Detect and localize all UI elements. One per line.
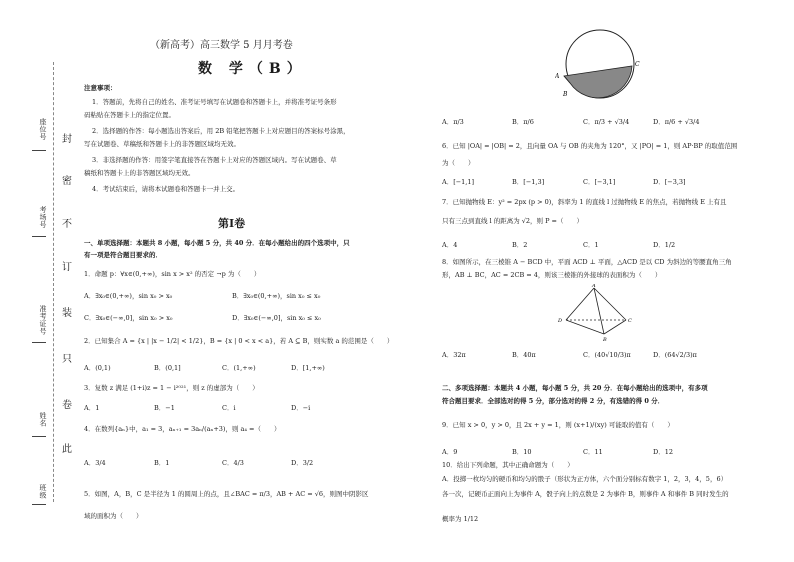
fig-label-a: A [555,73,560,80]
fig-label-a: A [592,284,596,289]
fig-label-c: C [635,61,640,68]
q10-stem: 10．给出下列命题，其中正确命题为（ ） [442,461,574,469]
binding-char: 只 [62,354,72,365]
notice-line: 码粘贴在答题卡上的指定位置。 [84,111,175,119]
q3-stem: 3．复数 z 满足 (1+i)z = 1 − i²⁰²¹，则 z 的虚部为（ ） [84,384,259,392]
name-blank[interactable] [32,436,46,437]
q10-option-a-line[interactable]: 各一次，记硬币正面向上为事件 A，骰子向上的点数是 2 为事件 B，则事件 A 和事件 B 同时发生的 [442,490,729,498]
admission-ticket-label: 准考证号 [39,305,47,335]
edge-ab [594,288,604,334]
q6-option-a[interactable]: A．[−1,1] [442,178,475,186]
q7-option-c[interactable]: C．1 [583,241,599,249]
edge-db [566,320,604,334]
seat-number-label: 座位号 [39,118,47,141]
notice-line: 1．答题前，先将自己的姓名、准考证号填写在试题卷和答题卡上，并将准考证号条形 [92,98,337,106]
q10-option-a-line[interactable]: 概率为 1/12 [442,515,479,523]
binding-char: 封 [62,134,72,145]
q1-option-c[interactable]: C．∃x₀∈(−∞,0]，sin x₀ > x₀ [84,314,173,322]
q1-option-b[interactable]: B．∃x₀∈(0,+∞)，sin x₀ ≤ x₀ [232,292,321,300]
q2-stem: 2．已知集合 A = {x | |x − 1/2| < 1/2}，B = {x | 0 < x < a}，若 A ⊆ B，则实数 a 的范围是（ ） [84,337,394,345]
q8-option-a[interactable]: A．32π [442,351,466,359]
q5-stem-line: 域的面积为（ ） [84,512,143,520]
q8-option-d[interactable]: D．(64√2/3)π [653,351,697,359]
q4-stem: 4．在数列{aₙ}中，a₁ = 3，aₙ₊₁ = 3aₙ/(aₙ+3)，则 a₄ =（ ） [84,425,281,433]
q10-option-a-line[interactable]: A．投掷一枚均匀的硬币和均匀的骰子（形状为正方体，六个面分别标有数字 1，2，3，4，5，6） [442,475,728,483]
q8-option-b[interactable]: B．40π [512,351,536,359]
q9-option-b[interactable]: B．10 [512,448,532,456]
q5-option-a[interactable]: A．π/3 [442,118,464,126]
q9-stem: 9．已知 x > 0，y > 0，且 2x + y = 1，则 (x+1)/(xy) 可能取的值有（ ） [442,421,674,429]
notice-line: 3．非选择题的作答：用签字笔直接答在答题卡上对应的答题区域内。写在试题卷、草 [92,156,337,164]
q8-option-c[interactable]: C．(40√10/3)π [583,351,631,359]
part1-title: 第Ⅰ卷 [218,217,246,230]
q8-stem-line: 8．如图所示，在三棱锥 A − BCD 中，平面 ACD ⊥ 平面，△ACD 是以 CD 为斜边的等腰直角三角 [442,258,732,266]
section2-line: 符合题目要求．全部选对的得 5 分，部分选对的得 2 分，有选错的得 0 分． [442,397,665,405]
q2-option-c[interactable]: C．(1,+∞) [222,364,256,372]
notice-line: 4．考试结束后，请将本试题卷和答题卡一并上交。 [92,185,240,193]
q9-option-a[interactable]: A．9 [442,448,458,456]
q1-option-d[interactable]: D．∃x₀∈(−∞,0]，sin x₀ ≤ x₀ [232,314,321,322]
q7-stem-line: 7．已知抛物线 E：y² = 2px (p > 0)，斜率为 1 的直线 l 过抛物线 E 的焦点，若抛物线 E 上有且 [442,198,727,206]
q6-option-d[interactable]: D．[−3,3] [653,178,686,186]
exam-room-blank[interactable] [32,236,46,237]
section2-line: 二、多项选择题：本题共 4 小题，每小题 5 分，共 20 分．在每小题给出的选项中，有多项 [442,384,708,392]
exam-title: （新高考）高三数学 5 月月考卷 [150,40,293,51]
class-blank[interactable] [32,504,46,505]
fig-label-c: C [628,318,632,324]
edge-ac [594,288,626,320]
binding-char: 此 [62,444,72,455]
q7-stem-line: 只有三点到直线 l 的距离为 √2，则 P =（ ） [442,217,584,225]
notice-line: 写在试题卷、草稿纸和答题卡上的非答题区域均无效。 [84,140,240,148]
q6-stem-line: 6．已知 |OA| = |OB| = 2，且向量 OA 与 OB 的夹角为 120°，又 |PO| = 1，则 AP·BP 的取值范围 [442,142,738,150]
q3-option-c[interactable]: C．i [222,404,236,412]
notice-line: 2．选择题的作答：每小题选出答案后，用 2B 铅笔把答题卡上对应题目的答案标号涂黑， [92,127,350,135]
fig-label-b: B [563,91,568,98]
q9-option-c[interactable]: C．11 [583,448,603,456]
q4-option-c[interactable]: C．4/3 [222,459,244,467]
binding-char: 装 [62,308,72,319]
q3-option-d[interactable]: D．−i [291,404,311,412]
q5-stem-line: 5．如图，A，B，C 是半径为 1 的圆周上的点，且∠BAC = π/3，AB + AC = √6，则图中阴影区 [84,490,369,498]
q5-figure [555,26,645,108]
q5-option-d[interactable]: D．π/6 + √3/4 [653,118,700,126]
q7-option-a[interactable]: A．4 [442,241,458,249]
seat-number-blank[interactable] [32,150,46,151]
q7-option-b[interactable]: B．2 [512,241,528,249]
q5-option-b[interactable]: B．π/6 [512,118,534,126]
q4-option-b[interactable]: B．1 [154,459,170,467]
binding-line [53,62,54,502]
binding-char: 不 [62,219,72,230]
q4-option-d[interactable]: D．3/2 [291,459,314,467]
notice-heading: 注意事项： [84,84,117,92]
q3-option-a[interactable]: A．1 [84,404,100,412]
edge-bc [604,320,626,334]
shaded-region [564,66,632,98]
exam-room-label: 考场号 [39,206,47,229]
binding-char: 卷 [62,400,72,411]
q2-option-b[interactable]: B．(0,1] [154,364,181,372]
q8-stem-line: 形，AB ⊥ BC，AC = 2CB = 4，则该三棱锥的外接球的表面积为（ ） [442,271,662,279]
q5-option-c[interactable]: C．π/3 + √3/4 [583,118,630,126]
edge-ad [566,288,594,320]
q1-stem: 1．命题 p：∀x∈(0,+∞)，sin x > x² 的否定 ¬p 为（ ） [84,270,261,278]
q2-option-d[interactable]: D．[1,+∞) [291,364,325,372]
notice-line: 稿纸和答题卡上的非答题区域均无效。 [84,169,195,177]
binding-char: 订 [62,262,72,273]
q6-option-b[interactable]: B．[−1,3] [512,178,545,186]
q6-option-c[interactable]: C．[−3,1] [583,178,616,186]
q9-option-d[interactable]: D．12 [653,448,673,456]
subject-title: 数 学（B） [198,61,307,77]
section1-line: 有一项是符合题目要求的． [84,251,162,259]
q6-stem-line: 为（ ） [442,159,475,167]
admission-ticket-blank[interactable] [32,342,46,343]
fig-label-d: D [558,318,563,324]
q1-option-a[interactable]: A．∃x₀∈(0,+∞)，sin x₀ > x₀ [84,292,173,300]
section1-line: 一、单项选择题：本题共 8 小题，每小题 5 分，共 40 分．在每小题给出的四个选项中，只 [84,239,350,247]
q2-option-a[interactable]: A．(0,1) [84,364,111,372]
class-label: 班级 [39,484,47,499]
q4-option-a[interactable]: A．3/4 [84,459,106,467]
q7-option-d[interactable]: D．1/2 [653,241,676,249]
binding-char: 密 [62,176,72,187]
fig-label-b: B [603,337,607,342]
q8-figure [556,284,636,342]
q3-option-b[interactable]: B．−1 [154,404,175,412]
name-label: 姓名 [39,412,47,427]
